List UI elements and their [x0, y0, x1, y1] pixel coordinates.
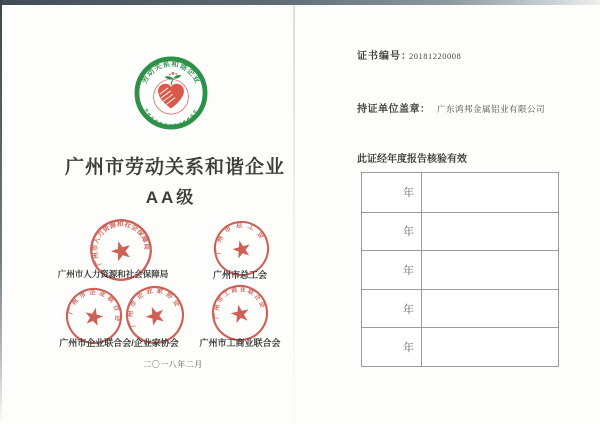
- year-cell: 年: [362, 173, 422, 212]
- logo-arc-text: 劳动关系和谐企业: [139, 59, 203, 85]
- svg-text:广州市工商业联合会: 广州市工商业联合会: [214, 287, 266, 320]
- cert-no-label: 证书编号：: [357, 51, 412, 62]
- year-cell: 年: [362, 290, 422, 328]
- blank-cell: [422, 328, 558, 366]
- table-row: [362, 327, 558, 366]
- scan-top-edge: [0, 0, 600, 5]
- blank-cell: [422, 251, 558, 289]
- blank-cell: [422, 213, 558, 251]
- svg-text:广州市人力资源和社会保障局: 广州市人力资源和社会保障局: [92, 221, 150, 267]
- table-row: [362, 289, 558, 328]
- svg-text:广州市总工会: 广州市总工会: [215, 222, 268, 255]
- seal-label-gongshanglian: 广州市工商业联合会: [199, 338, 281, 348]
- holder-value: 广东鸿邦金属铝业有限公司: [437, 104, 546, 114]
- seal-label-zonggonghui: 广州市总工会: [212, 270, 267, 280]
- harmony-enterprise-logo: [134, 56, 208, 130]
- star-icon: [109, 238, 134, 262]
- year-cell: 年: [362, 213, 422, 251]
- svg-text:广州市企业联合会: 广州市企业联合会: [67, 289, 122, 325]
- issue-date: 二〇一八年二月: [143, 360, 203, 369]
- holder-label: 持证单位盖章：: [357, 104, 431, 115]
- star-icon: [231, 238, 253, 259]
- annual-verify-note: 此证经年度报告核验有效: [357, 154, 467, 165]
- star-icon: [83, 306, 104, 327]
- star-icon: [229, 303, 250, 324]
- logo-wreath-icon: «««««««««««««: [142, 106, 200, 129]
- svg-text:广州市企业家协会: 广州市企业家协会: [127, 287, 182, 329]
- star-icon: [143, 303, 167, 327]
- certificate-grade: AA级: [145, 188, 197, 207]
- table-row: [362, 173, 558, 212]
- table-row: [362, 212, 558, 251]
- year-cell: 年: [362, 251, 422, 289]
- table-row: [362, 250, 558, 289]
- certificate-title: 广州市劳动关系和谐企业: [64, 157, 285, 178]
- cert-no-value: 20181220008: [409, 51, 462, 61]
- seal-label-renshe: 广州市人力资源和社会保障局: [57, 269, 169, 279]
- blank-cell: [422, 290, 558, 328]
- seal-label-qiye-united: 广州市企业联合会/企业家协会: [59, 338, 179, 348]
- blank-cell: [422, 173, 558, 212]
- scan-left-edge: [0, 0, 2, 424]
- annual-check-table: [361, 172, 559, 367]
- year-cell: 年: [362, 328, 422, 366]
